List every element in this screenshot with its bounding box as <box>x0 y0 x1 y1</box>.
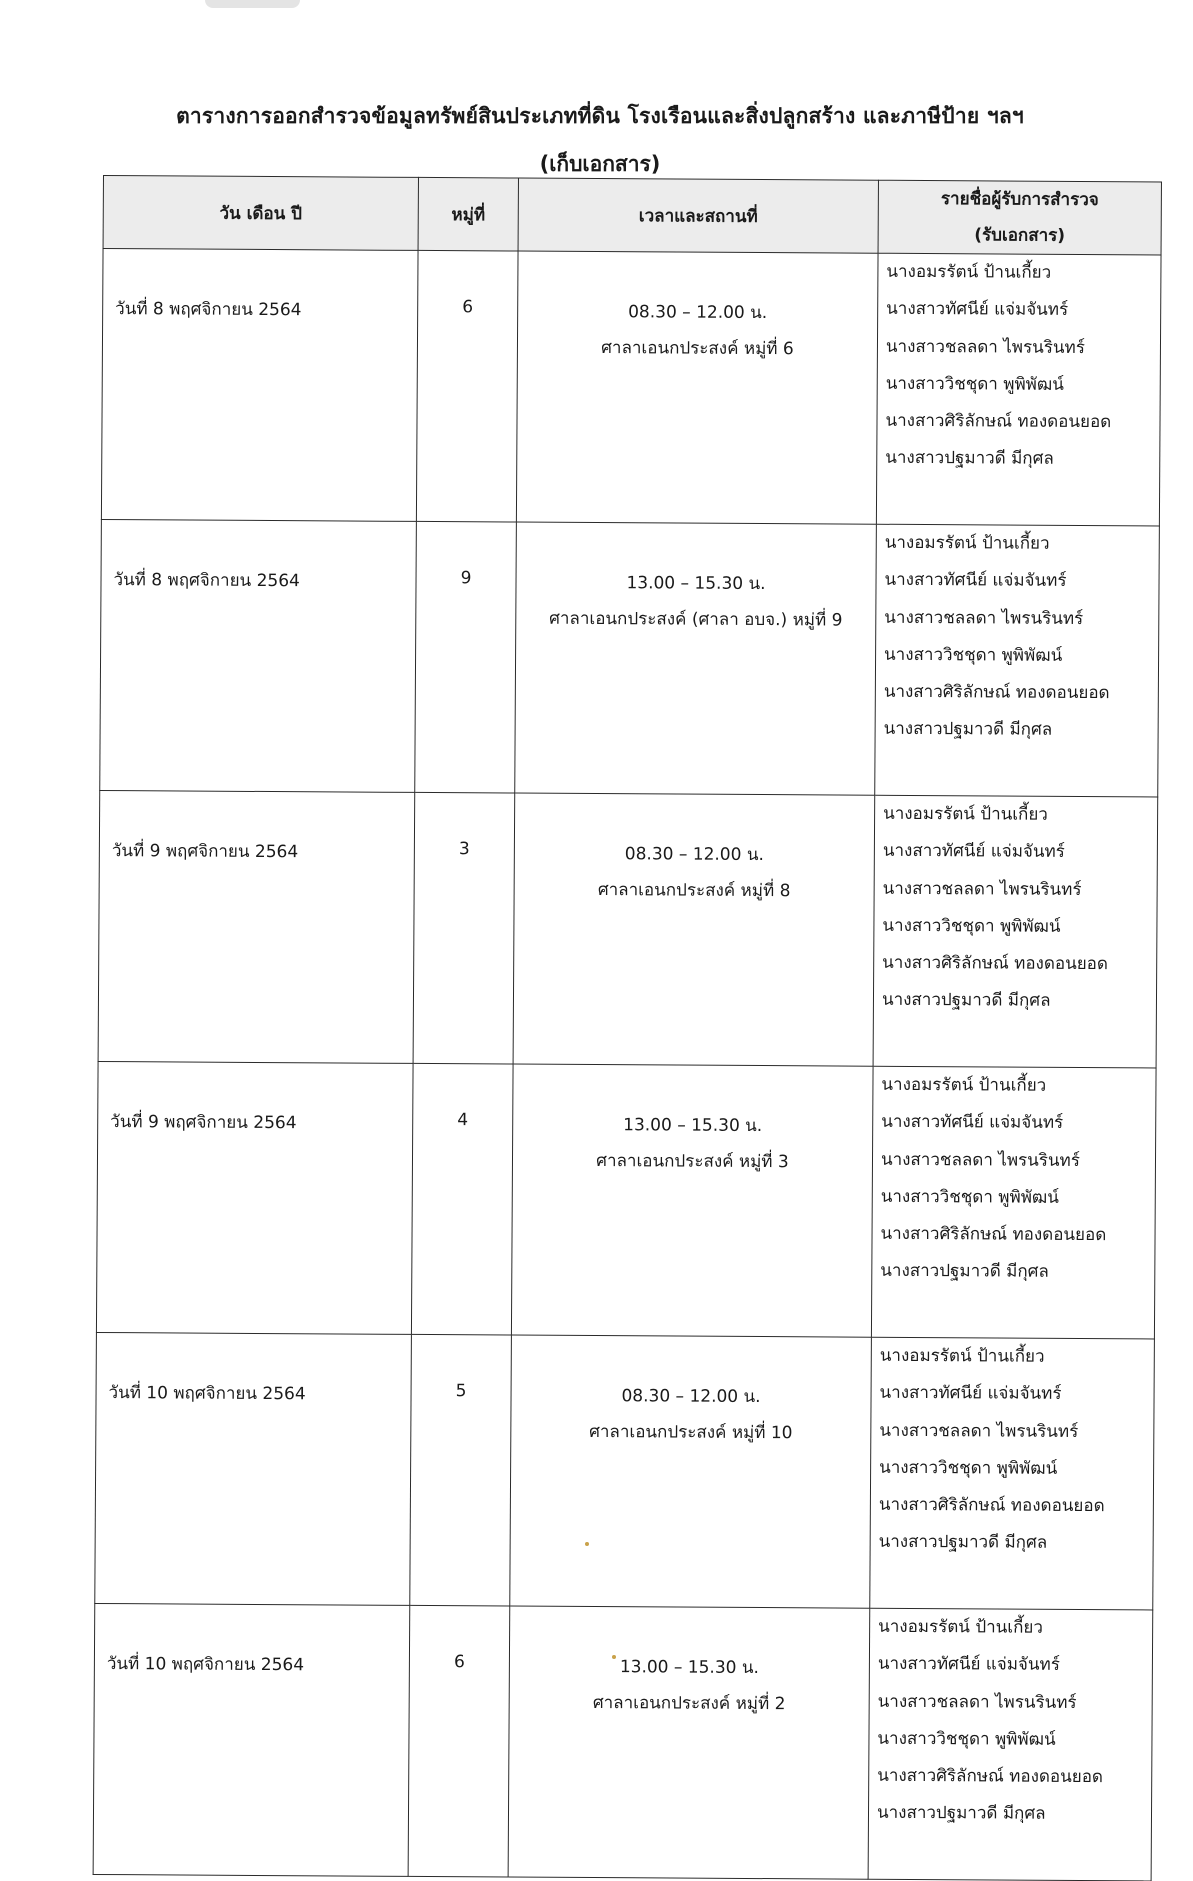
row-date: วันที่ 8 พฤศจิกายน 2564 <box>100 519 417 792</box>
name-item: นางสาวทัศนีย์ แจ่มจันทร์ <box>881 1112 1064 1134</box>
header-date: วัน เดือน ปี <box>103 176 418 251</box>
name-item: นางสาววิชชุดา พูพิพัฒน์ <box>877 1728 1056 1750</box>
row-place: ศาลาเอนกประสงค์ หมู่ที่ 6 <box>601 338 794 360</box>
row-date: วันที่ 9 พฤศจิกายน 2564 <box>96 1061 413 1334</box>
name-item: นางสาวชลลดา ไพรนรินทร์ <box>885 336 1085 358</box>
row-time: 13.00 – 15.30 น. <box>619 1657 759 1679</box>
name-item: นางสาวปฐมาวดี มีกุศล <box>885 448 1054 470</box>
name-item: นางสาวปฐมาวดี มีกุศล <box>880 1261 1049 1283</box>
table-row <box>101 249 1161 526</box>
name-item: นางสาวชลลดา ไพรนรินทร์ <box>877 1691 1077 1713</box>
row-time-place <box>508 1606 870 1879</box>
name-item: นางสาวศิริลักษณ์ ทองดอนยอด <box>883 681 1110 704</box>
name-item: นางสาวศิริลักษณ์ ทองดอนยอด <box>877 1765 1104 1788</box>
name-item: นางอมรรัตน์ ป้านเกี้ยว <box>878 1616 1043 1638</box>
name-item: นางสาวปฐมาวดี มีกุศล <box>881 990 1051 1012</box>
table-row <box>98 790 1158 1067</box>
row-place: ศาลาเอนกประสงค์ (ศาลา อบจ.) หมู่ที่ 9 <box>549 608 843 631</box>
name-item: นางสาวทัศนีย์ แจ่มจันทร์ <box>886 299 1069 321</box>
row-place: ศาลาเอนกประสงค์ หมู่ที่ 3 <box>596 1151 789 1173</box>
name-item: นางสาวศิริลักษณ์ ทองดอนยอด <box>882 952 1109 975</box>
table-row <box>100 519 1160 796</box>
row-time-place <box>515 522 877 795</box>
header-names-line2: (รับเอกสาร) <box>974 225 1066 246</box>
row-date: วันที่ 9 พฤศจิกายน 2564 <box>98 790 415 1063</box>
row-place: ศาลาเอนกประสงค์ หมู่ที่ 8 <box>597 880 791 902</box>
table-row <box>95 1332 1155 1609</box>
scan-speck <box>585 1542 589 1546</box>
row-names <box>873 795 1158 1068</box>
document-subtitle: (เก็บเอกสาร) <box>539 152 661 176</box>
table-header-row <box>103 176 1161 255</box>
table-row <box>93 1603 1153 1880</box>
name-item: นางสาววิชชุดา พูพิพัฒน์ <box>880 1186 1059 1208</box>
row-names <box>876 253 1161 526</box>
row-names <box>875 524 1160 797</box>
row-names <box>868 1608 1153 1881</box>
row-time: 13.00 – 15.30 น. <box>626 573 766 595</box>
name-item: นางสาวทัศนีย์ แจ่มจันทร์ <box>884 570 1067 592</box>
header-names-line1: รายชื่อผู้รับการสำรวจ <box>940 189 1099 211</box>
row-village: 6 <box>416 250 518 522</box>
row-date: วันที่ 10 พฤศจิกายน 2564 <box>93 1603 410 1876</box>
name-item: นางอมรรัตน์ ป้านเกี้ยว <box>886 261 1052 283</box>
row-time: 08.30 – 12.00 น. <box>628 302 768 324</box>
row-village: 5 <box>410 1334 512 1606</box>
row-date: วันที่ 8 พฤศจิกายน 2564 <box>101 249 418 522</box>
name-item: นางสาววิชชุดา พูพิพัฒน์ <box>885 373 1064 395</box>
row-time-place <box>516 251 878 524</box>
row-names <box>870 1337 1155 1610</box>
name-item: นางสาวชลลดา ไพรนรินทร์ <box>884 607 1084 629</box>
document-title: ตารางการออกสำรวจข้อมูลทรัพย์สินประเภทที่ดิน โรงเรือนและสิ่งปลูกสร้าง และภาษีป้าย ฯลฯ <box>176 104 1024 128</box>
name-item: นางสาวทัศนีย์ แจ่มจันทร์ <box>879 1383 1062 1405</box>
name-item: นางสาววิชชุดา พูพิพัฒน์ <box>882 915 1061 937</box>
name-item: นางสาวทัศนีย์ แจ่มจันทร์ <box>877 1654 1060 1676</box>
scan-speck <box>612 1655 616 1659</box>
row-time-place <box>513 793 875 1066</box>
row-time-place <box>510 1335 872 1608</box>
name-item: นางสาวศิริลักษณ์ ทองดอนยอด <box>880 1223 1107 1246</box>
survey-schedule-table <box>93 175 1162 1881</box>
name-item: นางสาวปฐมาวดี มีกุศล <box>878 1532 1048 1554</box>
row-time-place <box>511 1064 873 1337</box>
name-item: นางสาวศิริลักษณ์ ทองดอนยอด <box>885 410 1112 433</box>
name-item: นางอมรรัตน์ ป้านเกี้ยว <box>881 1074 1047 1096</box>
name-item: นางอมรรัตน์ ป้านเกี้ยว <box>884 532 1050 554</box>
row-place: ศาลาเอนกประสงค์ หมู่ที่ 2 <box>592 1693 786 1715</box>
header-names <box>878 180 1161 255</box>
row-time: 08.30 – 12.00 น. <box>624 844 764 866</box>
row-village: 6 <box>408 1605 510 1877</box>
name-item: นางสาวชลลดา ไพรนรินทร์ <box>879 1420 1079 1442</box>
name-item: นางสาววิชชุดา พูพิพัฒน์ <box>884 644 1063 666</box>
name-item: นางอมรรัตน์ ป้านเกี้ยว <box>883 803 1048 825</box>
row-village: 3 <box>413 792 515 1064</box>
row-village: 9 <box>415 521 517 793</box>
name-item: นางอมรรัตน์ ป้านเกี้ยว <box>879 1345 1045 1367</box>
row-place: ศาลาเอนกประสงค์ หมู่ที่ 10 <box>589 1421 793 1444</box>
name-item: นางสาวปฐมาวดี มีกุศล <box>883 719 1053 741</box>
header-time-place: เวลาและสถานที่ <box>518 178 878 253</box>
row-village: 4 <box>411 1063 513 1335</box>
row-time: 08.30 – 12.00 น. <box>621 1386 761 1408</box>
name-item: นางสาวชลลดา ไพรนรินทร์ <box>882 878 1082 900</box>
name-item: นางสาวศิริลักษณ์ ทองดอนยอด <box>878 1494 1105 1517</box>
name-item: นางสาววิชชุดา พูพิพัฒน์ <box>879 1457 1058 1479</box>
name-item: นางสาวทัศนีย์ แจ่มจันทร์ <box>882 841 1065 863</box>
header-village: หมู่ที่ <box>418 177 518 251</box>
scan-smudge <box>205 0 300 8</box>
row-names <box>871 1066 1156 1339</box>
row-date: วันที่ 10 พฤศจิกายน 2564 <box>95 1332 412 1605</box>
table-row <box>96 1061 1156 1338</box>
name-item: นางสาวปฐมาวดี มีกุศล <box>876 1803 1046 1825</box>
name-item: นางสาวชลลดา ไพรนรินทร์ <box>880 1149 1080 1171</box>
row-time: 13.00 – 15.30 น. <box>623 1115 763 1137</box>
